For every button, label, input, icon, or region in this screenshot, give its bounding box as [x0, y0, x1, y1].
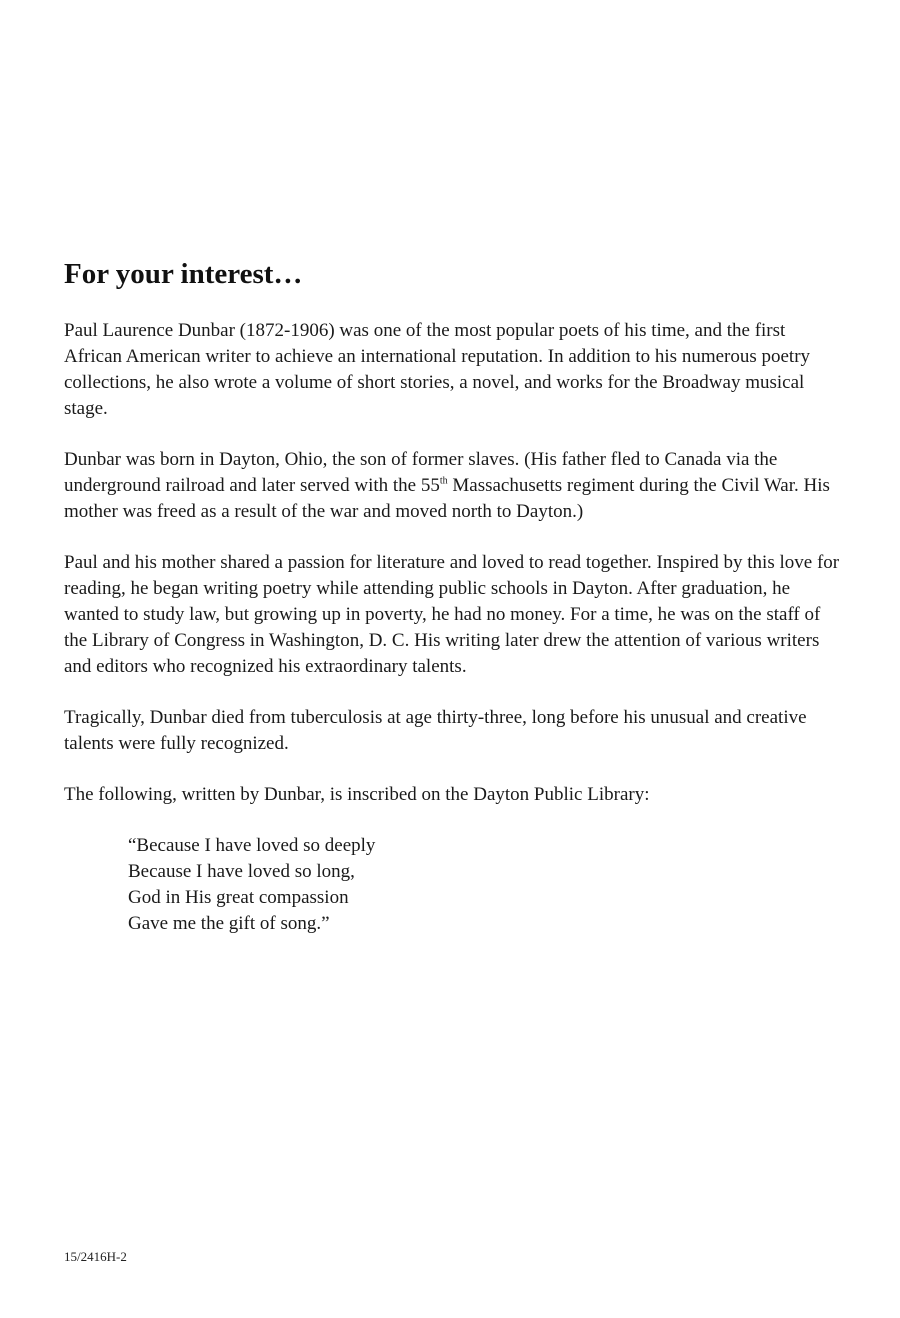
poem-quote [128, 833, 844, 937]
document-code: 15/2416H-2 [64, 1249, 127, 1264]
document-body [64, 256, 844, 937]
paragraph-birth [64, 447, 844, 525]
poem-line: “Because I have loved so deeply [128, 835, 376, 856]
paragraph-birth-part2: Massachusetts regiment during the Civil War. His mother was freed as a result of the war and moved north to Dayton.) [64, 475, 830, 522]
ordinal-superscript: th [439, 475, 448, 487]
paragraph-intro: Paul Laurence Dunbar (1872-1906) was one of the most popular poets of his time, and the first African American writer to achieve an international reputation. In addition to his numerous poetry collections, he also wrote a volume of short stories, a novel, and works for the Broadway musical stage. [64, 320, 811, 419]
paragraph-birth-part1: Dunbar was born in Dayton, Ohio, the son of former slaves. (His father fled to Canada via the underground railroad and later served with the 55 [64, 449, 778, 496]
paragraph-death: Tragically, Dunbar died from tuberculosis at age thirty-three, long before his unusual and creative talents were fully recognized. [64, 707, 807, 754]
poem-line: Gave me the gift of song.” [128, 913, 330, 934]
poem-line: Because I have loved so long, [128, 861, 355, 882]
paragraph-inscription-intro: The following, written by Dunbar, is inscribed on the Dayton Public Library: [64, 784, 650, 805]
page-title: For your interest… [64, 258, 303, 290]
paragraph-education: Paul and his mother shared a passion for literature and loved to read together. Inspired by this love for reading, he began writing poetry while attending public schools in Dayton. After graduation, he wanted to study law, but growing up in poverty, he had no money. For a time, he was on the staff of the Library of Congress in Washington, D. C. His writing later drew the attention of various writers and editors who recognized his extraordinary talents. [64, 552, 840, 677]
poem-line: God in His great compassion [128, 887, 349, 908]
